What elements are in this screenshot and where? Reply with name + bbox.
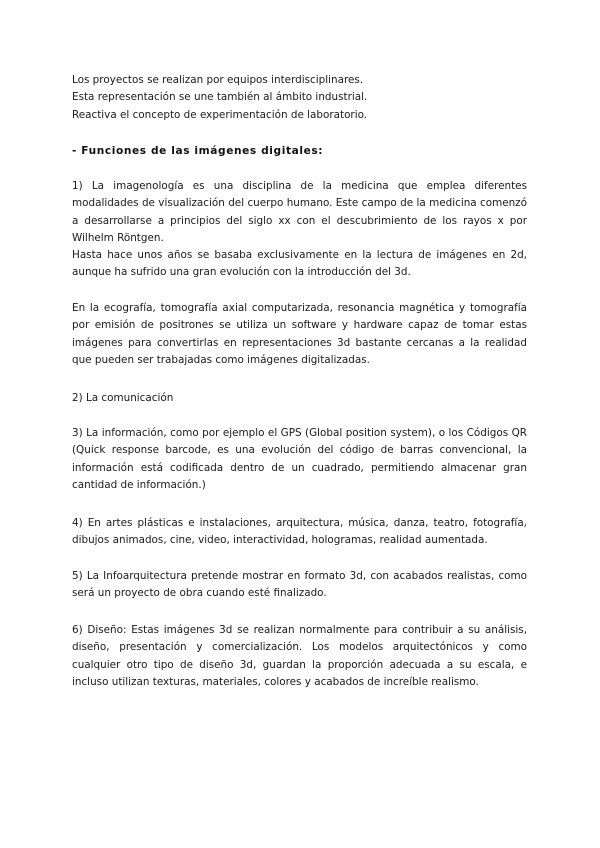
paragraph-ecografia: En la ecografía, tomografía axial computarizada, resonancia magnética y tomografía por emisión de positrones se utiliza un software y hardware capaz de tomar estas imágenes para convertirlas en representaciones 3d bastante cercanas a la realidad que pueden ser trabajadas como imágenes digitalizadas. <box>72 302 527 367</box>
paragraph-evolucion-3d: Hasta hace unos años se basaba exclusivamente en la lectura de imágenes en 2d, aunque ha sufrido una gran evolución con la introducción del 3d. <box>72 249 527 279</box>
intro-line: Los proyectos se realizan por equipos interdisciplinares. <box>72 74 364 86</box>
paragraph-infoarquitectura: 5) La Infoarquitectura pretende mostrar en formato 3d, con acabados realistas, como será un proyecto de obra cuando esté finalizado. <box>72 570 527 600</box>
intro-block <box>72 72 527 124</box>
paragraph-comunicacion: 2) La comunicación <box>72 392 174 404</box>
intro-line: Esta representación se une también al ámbito industrial. <box>72 91 368 104</box>
paragraph-diseno: 6) Diseño: Estas imágenes 3d se realizan normalmente para contribuir a su análisis, diseño, presentación y comercialización. Los modelos arquitectónicos y como cualquier otro tipo de diseño 3d, guardan la proporción adecuada a su escala, e incluso utilizan texturas, materiales, colores y acabados de increíble realismo. <box>72 624 527 689</box>
section-heading: - Funciones de las imágenes digitales: <box>72 145 324 157</box>
intro-line: Reactiva el concepto de experimentación de laboratorio. <box>72 108 368 121</box>
paragraph-imagenologia: 1) La imagenología es una disciplina de la medicina que emplea diferentes modalidades de visualización del cuerpo humano. Este campo de la medicina comenzó a desarrollarse a principios del siglo xx con el descubrimiento de los rayos x por Wilhelm Röntgen. <box>72 180 527 245</box>
paragraph-informacion: 3) La información, como por ejemplo el GPS (Global position system), o los Códigos QR (Quick response barcode, es una evolución del código de barras convencional, la información está codificada dentro de un cuadrado, permitiendo almacenar gran cantidad de información.) <box>72 427 527 492</box>
paragraph-artes: 4) En artes plásticas e instalaciones, arquitectura, música, danza, teatro, fotografía, dibujos animados, cine, video, interactividad, hologramas, realidad aumentada. <box>72 517 527 547</box>
